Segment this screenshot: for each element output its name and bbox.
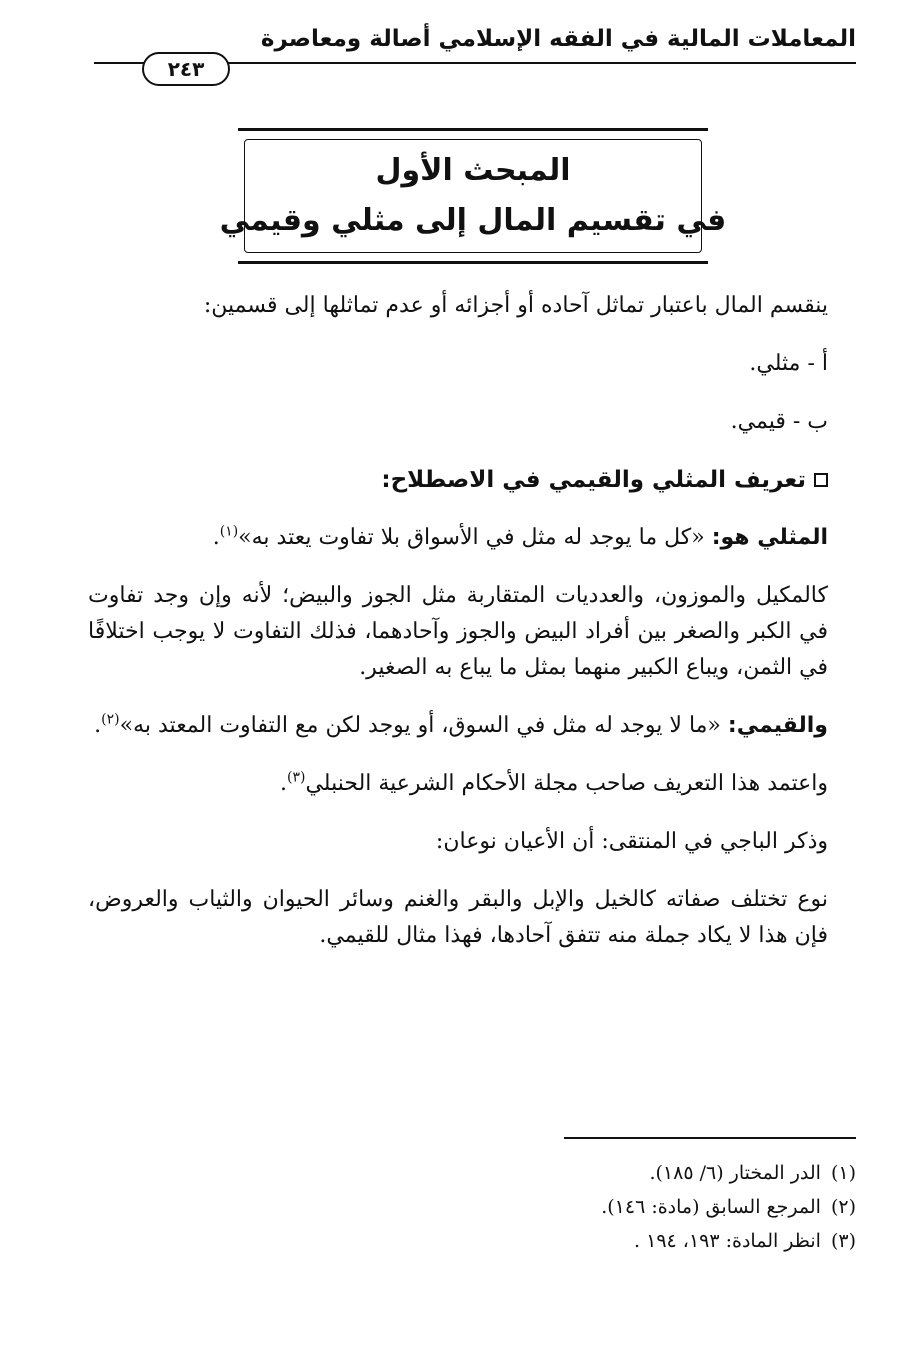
- footnote-3: [356, 1224, 856, 1258]
- chapter-title-frame: [219, 139, 727, 253]
- footnote-text: المرجع السابق (مادة: ١٤٦).: [601, 1196, 821, 1218]
- mithli-label: المثلي هو:: [711, 525, 828, 550]
- section-heading: [88, 462, 828, 498]
- type1-paragraph: نوع تختلف صفاته كالخيل والإبل والبقر والغنم وسائر الحيوان والثياب والعروض، فإن هذا لا يكاد جملة منه تتفق آحادها، فهذا مثال للقيمي.: [88, 887, 828, 948]
- footnote-ref-1[interactable]: (١): [219, 523, 239, 540]
- qimi-definition-text: «ما لا يوجد له مثل في السوق، أو يوجد لكن مع التفاوت المعتد به»: [119, 713, 728, 738]
- chapter-title-line2: في تقسيم المال إلى مثلي وقيمي: [219, 203, 727, 238]
- adopted-text: واعتمد هذا التعريف صاحب مجلة الأحكام الشرعية الحنبلي: [305, 771, 828, 796]
- intro-paragraph: ينقسم المال باعتبار تماثل آحاده أو أجزائه أو عدم تماثلها إلى قسمين:: [203, 293, 828, 318]
- footnote-text: انظر المادة: ١٩٣، ١٩٤ .: [634, 1230, 821, 1252]
- footnote-text: الدر المختار (٦/ ١٨٥).: [649, 1162, 821, 1184]
- examples-paragraph: كالمكيل والموزون، والعدديات المتقاربة مثل الجوز والبيض؛ لأنه وإن وجد تفاوت في الكبر والصغر بين أفراد البيض والجوز وآحادهما، فذلك التفاوت لا يوجب اختلافًا في الثمن، ويباع الكبير منهما بمثل ما يباع به الصغير.: [88, 583, 828, 680]
- chapter-title-line1: المبحث الأول: [375, 153, 571, 188]
- page-number: ٢٤٣: [142, 52, 230, 86]
- footnote-number: (٣): [830, 1230, 856, 1252]
- mithli-end: .: [212, 525, 220, 550]
- footnote-ref-2[interactable]: (٢): [101, 711, 120, 728]
- footnotes: [356, 1156, 856, 1258]
- qimi-definition: [88, 708, 828, 744]
- footnote-number: (١): [830, 1162, 856, 1184]
- list-item-b: ب - قيمي.: [730, 409, 828, 434]
- chapter-title-box: [219, 128, 727, 264]
- adopted-paragraph: [88, 766, 828, 802]
- footnote-ref-3[interactable]: (٣): [287, 769, 306, 786]
- footnote-1: [356, 1156, 856, 1190]
- mithli-definition: [88, 520, 828, 556]
- qimi-end: .: [94, 713, 102, 738]
- running-header: المعاملات المالية في الفقه الإسلامي أصالة ومعاصرة: [260, 26, 856, 52]
- list-item-a: أ - مثلي.: [749, 351, 828, 376]
- qimi-label: والقيمي:: [727, 713, 828, 738]
- footnote-rule: [564, 1137, 856, 1139]
- mithli-definition-text: «كل ما يوجد له مثل في الأسواق بلا تفاوت يعتد به»: [238, 525, 712, 550]
- square-bullet-icon: [814, 473, 828, 487]
- footnote-2: [356, 1190, 856, 1224]
- adopted-end: .: [280, 771, 287, 796]
- body-text: [88, 288, 828, 976]
- footnote-number: (٢): [830, 1196, 856, 1218]
- baji-paragraph: وذكر الباجي في المنتقى: أن الأعيان نوعان:: [435, 829, 828, 854]
- section-heading-text: تعريف المثلي والقيمي في الاصطلاح:: [381, 467, 806, 493]
